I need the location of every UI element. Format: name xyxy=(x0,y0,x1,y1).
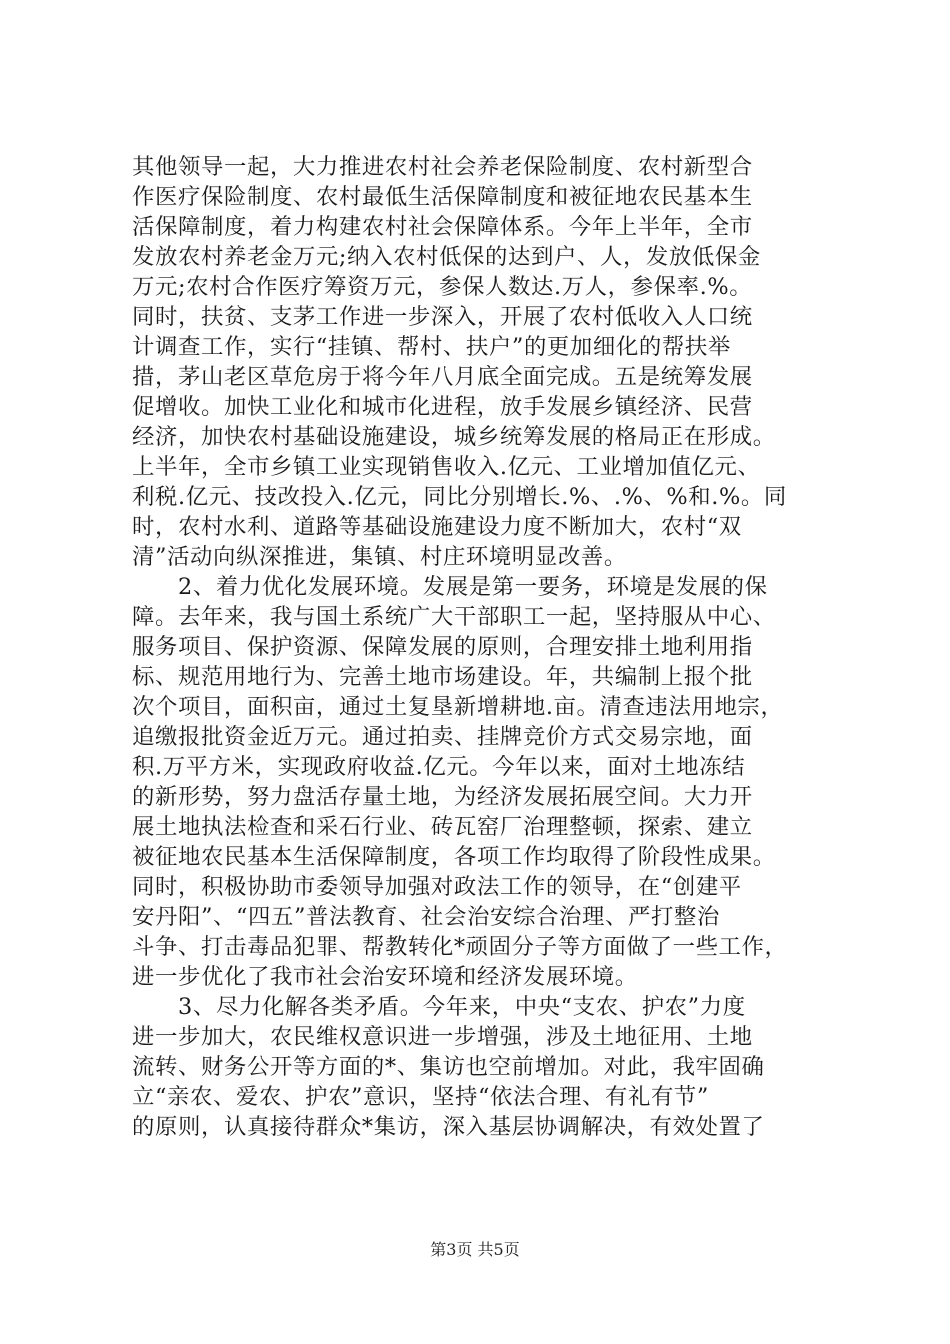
text-line: 的原则，认真接待群众*集访，深入基层协调解决，有效处置了 xyxy=(132,1114,765,1140)
text-line: 同时，积极协助市委领导加强对政法工作的领导，在“创建平 xyxy=(132,874,742,900)
text-line: 计调查工作，实行“挂镇、帮村、扶户”的更加细化的帮扶举 xyxy=(132,334,731,360)
text-line: 积.万平方米，实现政府收益.亿元。今年以来，面对土地冻结 xyxy=(132,754,746,780)
text-line: 展土地执法检查和采石行业、砖瓦窑厂治理整顿，探索、建立 xyxy=(132,814,753,840)
text-line: 进一步优化了我市社会治安环境和经济发展环境。 xyxy=(132,964,638,990)
text-line: 利税.亿元、技改投入.亿元，同比分别增长.%、.%、%和.%。同 xyxy=(132,484,787,510)
text-line: 被征地农民基本生活保障制度，各项工作均取得了阶段性成果。 xyxy=(132,844,776,870)
text-line: 的新形势，努力盘活存量土地，为经济发展拓展空间。大力开 xyxy=(132,784,753,810)
text-line: 促增收。加快工业化和城市化进程，放手发展乡镇经济、民营 xyxy=(132,394,753,420)
text-line: 万元;农村合作医疗筹资万元，参保人数达.万人，参保率.%。 xyxy=(132,274,753,300)
text-line: 时，农村水利、道路等基础设施建设力度不断加大，农村“双 xyxy=(132,514,742,540)
body-text xyxy=(132,152,832,1142)
page-footer: 第3页 共5页 xyxy=(430,1240,520,1259)
text-line: 作医疗保险制度、农村最低生活保障制度和被征地农民基本生 xyxy=(132,184,753,210)
text-line: 2、着力优化发展环境。发展是第一要务，环境是发展的保 xyxy=(132,574,768,600)
text-line: 标、规范用地行为、完善土地市场建设。年，共编制上报个批 xyxy=(132,664,753,690)
text-line: 上半年，全市乡镇工业实现销售收入.亿元、工业增加值亿元、 xyxy=(132,454,761,480)
text-line: 斗争、打击毒品犯罪、帮教转化*顽固分子等方面做了一些工作， xyxy=(132,934,788,960)
text-line: 清”活动向纵深推进，集镇、村庄环境明显改善。 xyxy=(132,544,627,570)
text-line: 其他领导一起，大力推进农村社会养老保险制度、农村新型合 xyxy=(132,154,753,180)
text-line: 3、尽力化解各类矛盾。今年来，中央“支农、护农”力度 xyxy=(132,994,746,1020)
text-line: 追缴报批资金近万元。通过拍卖、挂牌竞价方式交易宗地，面 xyxy=(132,724,753,750)
text-line: 流转、财务公开等方面的*、集访也空前增加。对此，我牢固确 xyxy=(132,1054,765,1080)
text-line: 障。去年来，我与国土系统广大干部职工一起，坚持服从中心、 xyxy=(132,604,776,630)
text-line: 安丹阳”、“四五”普法教育、社会治安综合治理、严打整治 xyxy=(132,904,720,930)
text-line: 活保障制度，着力构建农村社会保障体系。今年上半年，全市 xyxy=(132,214,753,240)
text-line: 同时，扶贫、支茅工作进一步深入，开展了农村低收入人口统 xyxy=(132,304,753,330)
text-line: 次个项目，面积亩，通过土复垦新增耕地.亩。清查违法用地宗， xyxy=(132,694,784,720)
text-line: 经济，加快农村基础设施建设，城乡统筹发展的格局正在形成。 xyxy=(132,424,776,450)
text-line: 发放农村养老金万元;纳入农村低保的达到户、人，发放低保金 xyxy=(132,244,761,270)
text-line: 措，茅山老区草危房于将今年八月底全面完成。五是统筹发展 xyxy=(132,364,753,390)
text-line: 立“亲农、爱农、护农”意识，坚持“依法合理、有礼有节” xyxy=(132,1084,709,1110)
text-line: 进一步加大，农民维权意识进一步增强，涉及土地征用、土地 xyxy=(132,1024,753,1050)
text-line: 服务项目、保护资源、保障发展的原则，合理安排土地利用指 xyxy=(132,634,753,660)
